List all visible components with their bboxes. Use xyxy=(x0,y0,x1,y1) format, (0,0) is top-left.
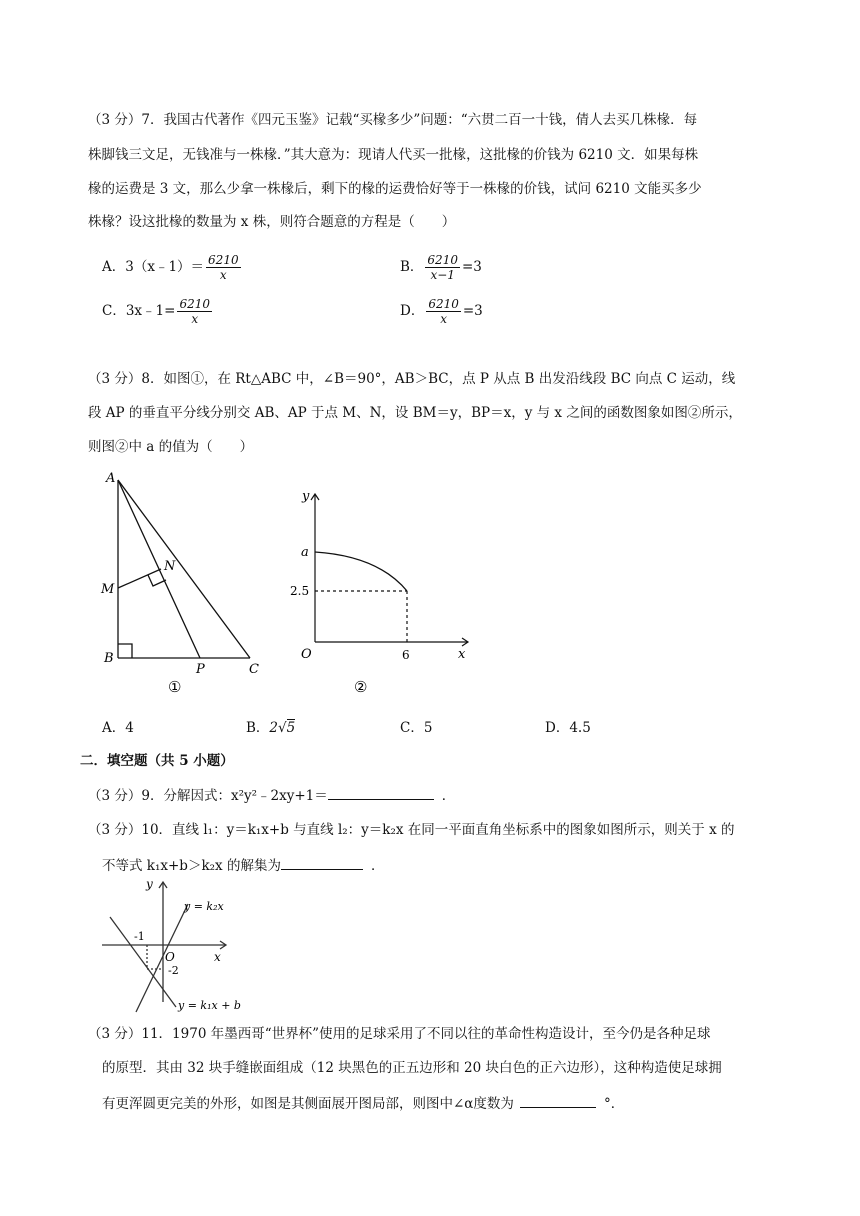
q9-text: （3 分）9．分解因式：x²y²﹣2xy+1＝ xyxy=(88,788,328,804)
segment-ac xyxy=(118,480,250,658)
q7-line-1: （3 分）7．我国古代著作《四元玉鉴》记载“买椽多少”问题：“六贯二百一十钱，倩人去买几株椽．每 xyxy=(88,112,698,128)
graph-label-l2: y = k₂x xyxy=(184,900,224,913)
q7-option-b-numerator: 6210 xyxy=(427,253,458,267)
graph-label-l1: y = k₁x + b xyxy=(178,999,241,1012)
label-p: P xyxy=(196,662,205,677)
q7-option-c-fraction xyxy=(177,297,212,326)
q8-figure-graph xyxy=(288,484,478,694)
q7-option-d-suffix: =3 xyxy=(462,303,483,319)
q9-line xyxy=(88,785,455,806)
q7-option-c[interactable] xyxy=(102,297,214,326)
graph-label-x: x xyxy=(214,950,221,964)
q7-option-b-suffix: =3 xyxy=(461,259,482,275)
q8-line-1: （3 分）8．如图①，在 Rt△ABC 中，∠B＝90°，AB＞BC，点 P 从点 B 出发沿线段 BC 向点 C 运动，线 xyxy=(88,371,736,387)
q10-answer-blank[interactable] xyxy=(281,855,363,870)
right-angle-b xyxy=(118,644,132,658)
right-angle-n xyxy=(148,575,166,586)
sqrt-symbol: √ xyxy=(278,720,287,736)
line-l2 xyxy=(136,904,188,1012)
q8-line-2: 段 AP 的垂直平分线分别交 AB、AP 于点 M、N，设 BM＝y，BP＝x，y 与 x 之间的函数图象如图②所示， xyxy=(88,405,742,421)
q7-option-d-fraction xyxy=(426,297,461,326)
q7-option-a-numerator: 6210 xyxy=(208,253,239,267)
q9-end: ． xyxy=(441,788,456,804)
q7-option-d-prefix: D． xyxy=(400,303,425,319)
q11-line-1: （3 分）11．1970 年墨西哥“世界杯”使用的足球采用了不同以往的革命性构造设计，至今仍是各种足球 xyxy=(88,1026,711,1042)
q11-end: °． xyxy=(603,1096,625,1112)
q7-line-3: 椽的运费是 3 文，那么少拿一株椽后，剩下的椽的运费恰好等于一株椽的价钱，试问 6210 文能买多少 xyxy=(88,181,702,197)
label-n: N xyxy=(164,559,176,574)
graph-label-origin: O xyxy=(165,950,175,964)
label-a: A xyxy=(106,471,116,486)
q7-option-b-fraction xyxy=(425,253,460,282)
segment-ap xyxy=(118,480,200,658)
q7-option-c-denominator: x xyxy=(191,312,199,326)
q8-option-b-prefix: B． xyxy=(246,720,270,736)
function-curve xyxy=(315,552,407,591)
caption-figure-2: ② xyxy=(354,678,368,694)
q7-option-c-numerator: 6210 xyxy=(179,297,210,311)
graph-label-minus-1: -1 xyxy=(134,930,145,943)
label-m: M xyxy=(101,582,115,597)
q7-line-2: 株脚钱三文足，无钱准与一株椽．”其大意为：现请人代买一批椽，这批椽的价钱为 6210 文．如果每株 xyxy=(88,147,699,163)
q7-option-b[interactable] xyxy=(400,253,482,282)
graph-label-minus-2: -2 xyxy=(168,964,179,977)
q7-option-c-prefix: C．3x﹣1= xyxy=(102,303,176,319)
graph-label-y: y xyxy=(146,877,153,891)
q7-option-a[interactable] xyxy=(102,253,243,282)
q11-line-2: 的原型．其由 32 块手缝嵌面组成（12 块黑色的正五边形和 20 块白色的正六边形），这种构造使足球拥 xyxy=(102,1060,722,1076)
q8-option-d[interactable]: D．4.5 xyxy=(545,720,591,736)
q9-answer-blank[interactable] xyxy=(328,785,434,800)
q7-option-d-denominator: x xyxy=(440,312,447,326)
q10-end: ． xyxy=(370,858,385,874)
q11-answer-blank[interactable] xyxy=(520,1093,596,1108)
label-b: B xyxy=(104,651,114,666)
q8-option-b[interactable] xyxy=(246,718,295,738)
q10-line-1: （3 分）10．直线 l₁：y＝k₁x+b 与直线 l₂：y＝k₂x 在同一平面直角坐标系中的图象如图所示，则关于 x 的 xyxy=(88,822,735,838)
q8-option-c[interactable]: C．5 xyxy=(400,720,433,736)
q8-option-a[interactable]: A．4 xyxy=(102,720,134,736)
graph-label-6: 6 xyxy=(402,648,410,662)
graph-label-origin: O xyxy=(301,647,312,662)
q11-text: 有更浑圆更完美的外形，如图是其侧面展开图局部，则图中∠α度数为 xyxy=(102,1096,514,1112)
q10-figure-graph xyxy=(96,872,246,1014)
label-c: C xyxy=(249,662,259,677)
q8-option-b-coefficient: 2 xyxy=(269,720,279,736)
q7-option-b-denominator: x−1 xyxy=(430,268,455,282)
q7-option-d-numerator: 6210 xyxy=(428,297,459,311)
q7-option-b-prefix: B． xyxy=(400,259,424,275)
graph-label-y: y xyxy=(302,489,310,504)
q8-line-3: 则图②中 a 的值为（ ） xyxy=(88,439,254,455)
q8-option-b-radicand: 5 xyxy=(286,720,296,736)
q7-option-a-fraction xyxy=(206,253,241,282)
q11-line-3 xyxy=(102,1093,624,1114)
q7-option-d[interactable] xyxy=(400,297,483,326)
q7-line-4: 株椽？设这批椽的数量为 x 株，则符合题意的方程是（ ） xyxy=(88,214,456,230)
graph-label-a: a xyxy=(301,545,309,560)
section-2-title: 二．填空题（共 5 小题） xyxy=(80,753,234,769)
q7-option-a-denominator: x xyxy=(219,268,227,282)
q8-figure-triangle xyxy=(90,462,280,694)
q10-text: 不等式 k₁x+b＞k₂x 的解集为 xyxy=(102,858,281,874)
graph-label-2-5: 2.5 xyxy=(290,584,310,598)
caption-figure-1: ① xyxy=(168,678,182,694)
graph-label-x: x xyxy=(458,647,466,662)
q7-option-a-prefix: A．3（x﹣1）＝ xyxy=(102,259,205,275)
